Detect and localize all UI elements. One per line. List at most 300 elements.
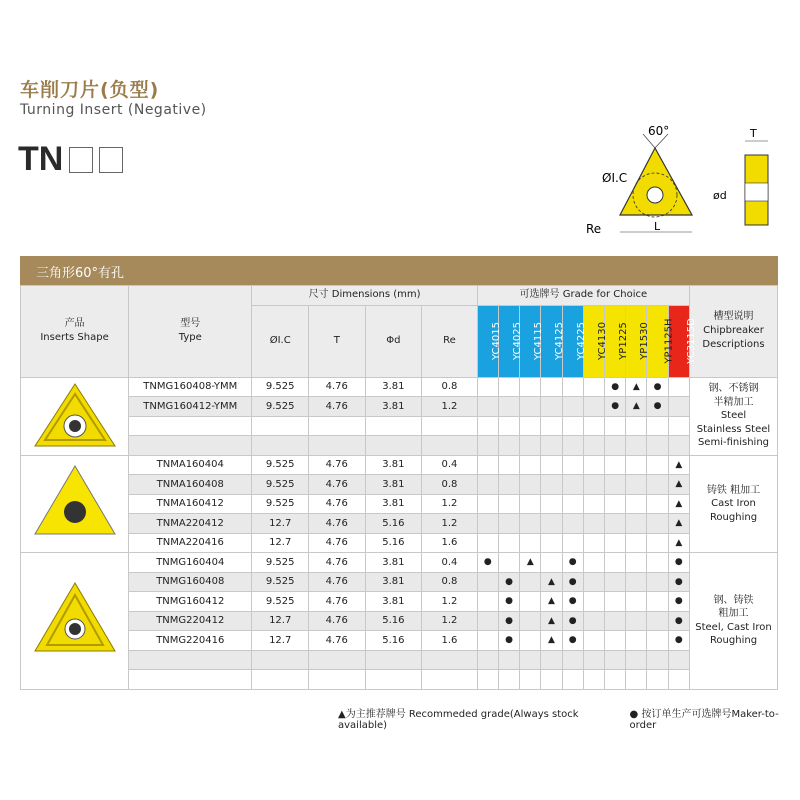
cell-grade [647,533,668,553]
cell-type: TNMG220416 [129,631,252,651]
cell-grade [562,670,583,690]
insert-code [18,140,123,179]
insert-shape-image [21,455,129,553]
cell-grade [605,592,626,612]
cell-grade: ● [498,592,519,612]
cell-ic [252,436,309,456]
cell-grade [605,611,626,631]
cell-grade: ● [562,631,583,651]
cell-t: 4.76 [308,592,365,612]
cell-re: 0.4 [422,553,478,573]
cell-grade: ● [605,377,626,397]
cell-type [129,670,252,690]
cell-grade [520,572,541,592]
cell-ic: 12.7 [252,514,309,534]
cell-d: 3.81 [365,475,422,495]
cell-t: 4.76 [308,494,365,514]
cell-d [365,416,422,436]
cell-grade [647,650,668,670]
cell-grade [626,592,647,612]
cell-ic: 9.525 [252,494,309,514]
col-header-type: 型号 Type [129,286,252,378]
cell-type: TNMG160412 [129,592,252,612]
cell-grade [605,455,626,475]
section-banner: 三角形60°有孔 [20,256,778,285]
cell-grade [477,397,498,417]
cell-grade [647,631,668,651]
cell-grade [668,397,689,417]
col-header-dimensions: 尺寸 Dimensions (mm) [252,286,477,306]
cell-grade [562,416,583,436]
cell-t [308,416,365,436]
cell-grade [498,494,519,514]
cell-grade [541,397,562,417]
cell-grade [541,436,562,456]
cell-grade: ▲ [541,572,562,592]
grade-label: YP1125H [664,318,676,364]
cell-d [365,670,422,690]
cell-grade: ● [498,611,519,631]
cell-grade [477,514,498,534]
table-row [21,650,778,670]
triangle-shape [620,148,692,215]
table-row [21,553,778,573]
cell-grade [583,572,604,592]
cell-grade [626,650,647,670]
cell-d: 5.16 [365,611,422,631]
cell-grade: ● [498,572,519,592]
cell-grade [647,416,668,436]
table-row [21,416,778,436]
cell-type: TNMA160404 [129,455,252,475]
cell-grade [541,670,562,690]
col-header-shape: 产品 Inserts Shape [21,286,129,378]
cell-ic: 9.525 [252,455,309,475]
grade-label: YC4015 [490,322,502,360]
grade-label: YC3115D [685,318,697,364]
cell-grade [583,611,604,631]
cell-t [308,670,365,690]
cell-re: 1.6 [422,631,478,651]
cell-grade: ● [668,592,689,612]
cell-re: 0.8 [422,475,478,495]
cell-t: 4.76 [308,514,365,534]
cell-grade [668,670,689,690]
cell-type: TNMA160412 [129,494,252,514]
cell-grade [498,650,519,670]
cell-grade [647,592,668,612]
table-row [21,377,778,397]
cell-type: TNMG160408 [129,572,252,592]
cell-grade [583,416,604,436]
cell-grade [626,553,647,573]
table-body [21,377,778,689]
cell-grade [477,494,498,514]
cell-grade [541,475,562,495]
grade-label: YC4115 [533,322,545,360]
ic-label: ØI.C [602,171,628,185]
grade-label: YC4025 [511,322,523,360]
grade-label: YP1225 [617,322,629,360]
insert-spec-table [20,285,778,690]
cell-grade: ● [668,611,689,631]
legend [338,705,800,731]
cell-grade [541,416,562,436]
cell-grade [477,670,498,690]
cell-re: 0.4 [422,455,478,475]
cell-grade [477,455,498,475]
cell-grade [626,455,647,475]
code-placeholder-box-1 [69,147,93,173]
table-row [21,611,778,631]
cell-grade [583,514,604,534]
cell-t [308,436,365,456]
cell-type: TNMA220412 [129,514,252,534]
cell-t: 4.76 [308,377,365,397]
cell-grade: ● [605,397,626,417]
cell-grade [498,377,519,397]
l-label: L [654,220,661,233]
cell-ic [252,416,309,436]
cell-chipbreaker: 钢、铸铁 粗加工 Steel, Cast Iron Roughing [689,553,777,690]
cell-grade [498,436,519,456]
cell-type [129,650,252,670]
col-header-dim: ØI.C [252,305,309,377]
cell-grade [605,436,626,456]
angle-label: 60° [648,124,670,138]
cell-type: TNMG160412-YMM [129,397,252,417]
cell-grade [626,670,647,690]
table-row [21,455,778,475]
table-row [21,397,778,417]
cell-re: 1.2 [422,611,478,631]
cell-re: 0.8 [422,377,478,397]
cell-grade [562,377,583,397]
cell-ic: 9.525 [252,592,309,612]
cell-grade: ▲ [541,631,562,651]
cell-grade [583,475,604,495]
cell-grade [520,494,541,514]
cell-grade: ▲ [626,377,647,397]
cell-ic: 12.7 [252,611,309,631]
cell-grade [520,436,541,456]
cell-re: 1.2 [422,397,478,417]
t-label: T [750,127,757,140]
cell-d [365,650,422,670]
cell-grade [605,572,626,592]
cell-grade [668,436,689,456]
insert-geometry-diagram [580,120,700,245]
cell-re: 1.6 [422,533,478,553]
grade-label: YC4130 [596,322,608,360]
cell-grade [520,631,541,651]
cell-d [365,436,422,456]
cell-grade [647,514,668,534]
cell-grade [562,494,583,514]
cell-grade [605,650,626,670]
insert-code-text: TN [18,140,64,178]
cell-grade [541,494,562,514]
cell-grade [583,553,604,573]
cell-grade [583,650,604,670]
cell-grade [562,455,583,475]
cell-grade [626,514,647,534]
cell-t: 4.76 [308,397,365,417]
cell-ic: 9.525 [252,475,309,495]
cell-grade: ● [668,553,689,573]
cell-re [422,670,478,690]
cell-grade: ● [562,611,583,631]
cell-type [129,416,252,436]
cell-grade [626,533,647,553]
cell-grade [520,533,541,553]
cell-grade [626,416,647,436]
cell-d: 3.81 [365,592,422,612]
cell-grade [626,436,647,456]
cell-ic: 9.525 [252,553,309,573]
cell-grade: ▲ [668,494,689,514]
cell-grade [477,475,498,495]
table-header [21,286,778,378]
cell-grade [498,514,519,534]
cell-grade [477,650,498,670]
cell-grade [520,475,541,495]
cell-t [308,650,365,670]
cell-grade [562,475,583,495]
cell-grade [583,377,604,397]
table-row [21,592,778,612]
cell-chipbreaker: 钢、不锈钢 半精加工 Steel Stainless Steel Semi-finishing [689,377,777,455]
cell-grade [668,377,689,397]
cell-grade [605,494,626,514]
cell-grade [541,553,562,573]
cell-type: TNMG160404 [129,553,252,573]
cell-re: 0.8 [422,572,478,592]
cell-grade [477,377,498,397]
cell-grade: ▲ [668,475,689,495]
cell-ic: 12.7 [252,631,309,651]
cell-grade [583,397,604,417]
cell-grade: ● [647,377,668,397]
grade-label: YP1530 [639,322,651,360]
cell-grade [647,494,668,514]
col-header-grades: 可选牌号 Grade for Choice [477,286,689,306]
cell-ic: 9.525 [252,377,309,397]
insert-shape-image [21,377,129,455]
cell-grade: ● [647,397,668,417]
cell-t: 4.76 [308,553,365,573]
grade-label: YC4125 [554,322,566,360]
cell-grade [605,631,626,651]
cell-grade [520,397,541,417]
cell-t: 4.76 [308,572,365,592]
cell-grade [541,533,562,553]
cell-t: 4.76 [308,475,365,495]
cell-grade [647,436,668,456]
cell-re [422,416,478,436]
cell-grade [626,572,647,592]
cell-re [422,436,478,456]
cell-grade [541,514,562,534]
cell-ic [252,670,309,690]
cell-grade [668,416,689,436]
cell-grade [498,533,519,553]
cell-grade [477,592,498,612]
cell-grade [626,611,647,631]
cell-grade [498,455,519,475]
cell-d: 5.16 [365,631,422,651]
cell-grade [583,670,604,690]
re-label: Re [586,222,602,236]
cell-grade [477,533,498,553]
cell-re [422,650,478,670]
cell-grade: ▲ [668,533,689,553]
insert-shape-image [21,553,129,690]
cell-grade [562,397,583,417]
cell-grade [477,631,498,651]
table-row [21,475,778,495]
cell-grade [583,592,604,612]
cell-grade [583,455,604,475]
legend-recommended: ▲为主推荐牌号 Recommeded grade(Always stock available) [338,709,579,731]
cell-grade: ▲ [626,397,647,417]
table-row [21,533,778,553]
cell-grade: ▲ [520,553,541,573]
cell-grade [605,670,626,690]
cell-grade: ● [562,553,583,573]
table-row [21,494,778,514]
cell-grade [520,455,541,475]
cell-grade [498,397,519,417]
cell-grade [477,611,498,631]
page-title-en: Turning Insert (Negative) [20,102,207,118]
cell-grade [626,475,647,495]
cell-grade [562,436,583,456]
code-placeholder-box-2 [99,147,123,173]
cell-grade [583,494,604,514]
cell-grade [520,377,541,397]
cell-grade [668,650,689,670]
cell-grade [562,514,583,534]
cell-grade [541,455,562,475]
cell-grade [477,416,498,436]
d-label: ød [713,189,727,202]
table-row [21,572,778,592]
cell-grade [541,377,562,397]
cell-chipbreaker: 铸铁 粗加工 Cast Iron Roughing [689,455,777,553]
cell-t: 4.76 [308,611,365,631]
cell-grade [647,670,668,690]
cell-d: 3.81 [365,397,422,417]
cell-grade [583,533,604,553]
cell-grade [498,475,519,495]
cell-grade: ● [562,572,583,592]
col-header-chipbreaker: 槽型说明 Chipbreaker Descriptions [689,286,777,378]
cell-ic: 9.525 [252,397,309,417]
cell-grade [520,670,541,690]
cell-grade [562,533,583,553]
cell-d: 5.16 [365,514,422,534]
cell-grade [605,475,626,495]
cell-ic: 12.7 [252,533,309,553]
cell-grade: ▲ [541,611,562,631]
cell-t: 4.76 [308,455,365,475]
cell-type [129,436,252,456]
cell-grade [477,436,498,456]
cell-grade [498,416,519,436]
cell-grade [520,416,541,436]
cell-d: 3.81 [365,572,422,592]
table-row [21,670,778,690]
cell-grade [647,611,668,631]
cell-grade: ● [562,592,583,612]
cell-ic [252,650,309,670]
col-header-dim: T [308,305,365,377]
col-header-grade [477,305,502,377]
insert-side-diagram [713,125,785,225]
table-row [21,514,778,534]
cell-t: 4.76 [308,533,365,553]
cell-grade [583,436,604,456]
cell-type: TNMG220412 [129,611,252,631]
cell-grade [520,650,541,670]
legend-maker-to-order: ● 按订单生产可选牌号Maker-to-order [629,709,779,731]
cell-grade: ● [668,572,689,592]
cell-grade [626,494,647,514]
cell-grade [605,514,626,534]
table-row [21,631,778,651]
cell-grade: ▲ [668,455,689,475]
cell-d: 3.81 [365,494,422,514]
cell-type: TNMA220416 [129,533,252,553]
cell-type: TNMA160408 [129,475,252,495]
cell-grade [605,416,626,436]
col-header-dim: Re [422,305,478,377]
table-row [21,436,778,456]
cell-grade [583,631,604,651]
side-hole [745,183,768,201]
cell-grade: ● [668,631,689,651]
cell-re: 1.2 [422,592,478,612]
cell-grade: ● [477,553,498,573]
cell-grade [647,475,668,495]
cell-t: 4.76 [308,631,365,651]
cell-grade [605,553,626,573]
cell-d: 5.16 [365,533,422,553]
cell-grade [498,670,519,690]
cell-grade [647,455,668,475]
cell-grade [477,572,498,592]
cell-grade [520,514,541,534]
cell-grade [626,631,647,651]
cell-grade [541,650,562,670]
cell-grade: ▲ [668,514,689,534]
cell-d: 3.81 [365,377,422,397]
grade-label: YC4225 [575,322,587,360]
cell-grade [647,572,668,592]
cell-grade [520,611,541,631]
cell-re: 1.2 [422,494,478,514]
col-header-dim: Φd [365,305,422,377]
cell-d: 3.81 [365,553,422,573]
cell-re: 1.2 [422,514,478,534]
cell-grade [498,553,519,573]
cell-grade: ● [498,631,519,651]
page-title-cn: 车削刀片(负型) [20,79,160,101]
cell-grade [520,592,541,612]
cell-grade [562,650,583,670]
cell-ic: 9.525 [252,572,309,592]
